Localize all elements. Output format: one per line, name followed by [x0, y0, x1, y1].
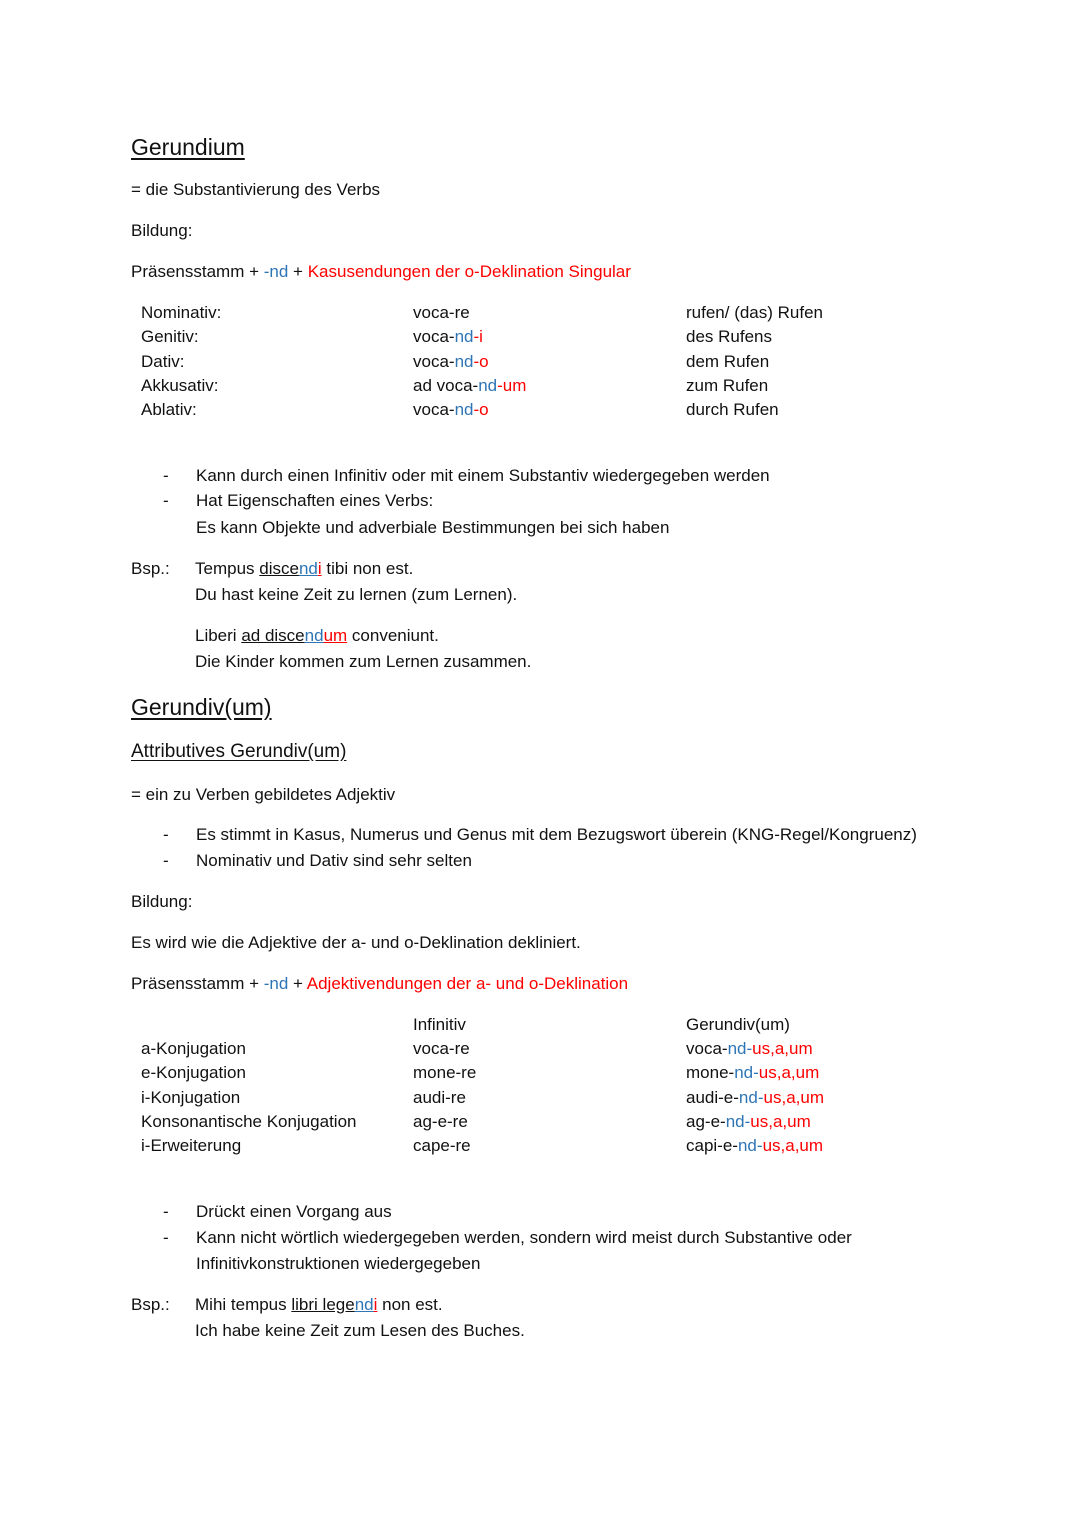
text-segment: nd	[738, 1087, 758, 1107]
text-segment: libri lege	[291, 1295, 355, 1314]
infinitive-form: voca-re	[413, 1039, 470, 1058]
text-segment: nd	[298, 559, 318, 578]
text-segment: voca-	[413, 327, 455, 347]
example-latin	[195, 1294, 443, 1316]
text-segment: nd	[734, 1063, 754, 1083]
bullet-dash: -	[163, 466, 169, 485]
text-segment: -	[746, 1039, 753, 1058]
text-segment: nd	[454, 351, 474, 371]
text-segment: +	[288, 974, 307, 993]
bullet-dash: -	[163, 1202, 169, 1221]
case-label: Ablativ:	[141, 400, 197, 420]
text-segment: Präsensstamm +	[131, 262, 264, 281]
text-segment: um	[323, 626, 348, 645]
infinitive-form: mone-re	[413, 1063, 477, 1083]
text-segment: voca-re	[413, 303, 470, 322]
conjugation-label: i-Erweiterung	[141, 1136, 242, 1156]
infinitive-form: ag-e-re	[413, 1111, 468, 1131]
latin-form	[413, 375, 526, 397]
gerundium-definition: = die Substantivierung des Verbs	[131, 180, 381, 199]
bullet-item: Es stimmt in Kasus, Numerus und Genus mit dem Bezugswort überein (KNG-Regel/Kongruenz)	[196, 825, 917, 844]
text-segment: Mihi tempus	[195, 1295, 292, 1314]
gerundive-form	[686, 1135, 823, 1157]
text-segment: voca-	[413, 351, 455, 371]
gerundive-form	[686, 1062, 819, 1084]
german-translation: rufen/ (das) Rufen	[686, 303, 824, 322]
bildung-label: Bildung:	[131, 221, 193, 240]
infinitive-form: cape-re	[413, 1136, 471, 1156]
section-title-gerundium: Gerundium	[131, 134, 245, 160]
bullet-dash: -	[163, 1228, 169, 1247]
text-segment: audi-e-	[686, 1087, 739, 1107]
text-segment: ag-e-	[686, 1111, 726, 1131]
text-segment: non est.	[377, 1295, 443, 1314]
text-segment: us,a,um	[750, 1111, 811, 1131]
text-segment: nd	[454, 327, 474, 347]
text-segment: us,a,um	[763, 1087, 824, 1107]
text-segment: Tempus	[195, 559, 260, 578]
text-segment: nd	[454, 400, 474, 420]
text-segment: +	[288, 262, 308, 281]
conjugation-label: Konsonantische Konjugation	[141, 1111, 357, 1131]
text-segment: -	[756, 1136, 763, 1156]
latin-form	[413, 351, 489, 373]
text-segment: -	[757, 1087, 764, 1107]
bullet-continuation: Es kann Objekte und adverbiale Bestimmungen bei sich haben	[196, 518, 670, 537]
german-translation: dem Rufen	[686, 351, 770, 371]
text-segment: ad disce	[241, 626, 305, 645]
bullet-item: Nominativ und Dativ sind sehr selten	[196, 851, 472, 870]
gerundiv-definition: = ein zu Verben gebildetes Adjektiv	[131, 785, 396, 804]
text-segment: us,a,um	[762, 1136, 824, 1156]
bullet-item: Hat Eigenschaften eines Verbs:	[196, 491, 434, 510]
text-segment: nd	[727, 1039, 747, 1058]
text-segment: -um	[497, 375, 527, 395]
text-segment: disce	[259, 559, 299, 578]
example-translation: Die Kinder kommen zum Lernen zusammen.	[195, 652, 532, 671]
text-segment: tibi non est.	[321, 559, 414, 578]
bullet-dash: -	[163, 825, 169, 844]
example-label: Bsp.:	[131, 1295, 170, 1314]
example-latin	[195, 625, 439, 647]
example-label: Bsp.:	[131, 559, 170, 578]
text-segment: -	[744, 1111, 751, 1131]
german-translation: durch Rufen	[686, 400, 779, 420]
latin-form	[413, 399, 489, 421]
text-segment: nd	[478, 375, 498, 395]
case-label: Nominativ:	[141, 303, 222, 322]
text-segment: Liberi	[195, 626, 242, 645]
bullet-item: Drückt einen Vorgang aus	[196, 1202, 392, 1221]
infinitive-form: audi-re	[413, 1087, 466, 1107]
example-translation: Du hast keine Zeit zu lernen (zum Lernen).	[195, 585, 518, 604]
gerundive-form	[686, 1038, 813, 1060]
conjugation-label: a-Konjugation	[141, 1039, 246, 1058]
text-segment: -	[753, 1063, 759, 1083]
latin-form	[413, 302, 470, 324]
text-segment: Präsensstamm +	[131, 974, 264, 993]
german-translation: zum Rufen	[686, 375, 769, 395]
text-segment: nd	[725, 1111, 745, 1131]
declension-note: Es wird wie die Adjektive der a- und o-Deklination dekliniert.	[131, 933, 581, 952]
text-segment: mone-	[686, 1063, 735, 1083]
latin-form	[413, 326, 483, 348]
text-segment: voca-	[686, 1039, 728, 1058]
text-segment: -o	[473, 351, 489, 371]
bullet-item: Kann nicht wörtlich wiedergegeben werden, sondern wird meist durch Substantive oder	[196, 1228, 852, 1247]
gerundium-formula	[131, 261, 631, 283]
bullet-dash: -	[163, 491, 169, 510]
example-latin	[195, 558, 413, 580]
bullet-dash: -	[163, 851, 169, 870]
german-translation: des Rufens	[686, 327, 772, 347]
gerundive-form	[686, 1087, 824, 1109]
case-label: Dativ:	[141, 351, 185, 371]
section-title-gerundiv: Gerundiv(um)	[131, 694, 272, 720]
table-header-gerundiv: Gerundiv(um)	[686, 1015, 790, 1034]
subsection-title: Attributives Gerundiv(um)	[131, 741, 347, 762]
text-segment: -nd	[263, 974, 289, 993]
conjugation-label: e-Konjugation	[141, 1063, 246, 1083]
text-segment: nd	[304, 626, 324, 645]
text-segment: capi-e-	[686, 1136, 738, 1156]
text-segment: us,a,um	[758, 1063, 820, 1083]
gerundive-form	[686, 1111, 811, 1133]
gerundiv-formula	[131, 973, 628, 995]
text-segment: us,a,um	[752, 1039, 813, 1058]
text-segment: -o	[473, 400, 489, 420]
conjugation-label: i-Konjugation	[141, 1087, 241, 1107]
text-segment: nd	[354, 1295, 374, 1314]
text-segment: nd	[737, 1136, 757, 1156]
case-label: Genitiv:	[141, 327, 199, 347]
text-segment: -nd	[263, 262, 289, 281]
text-segment: voca-	[413, 400, 455, 420]
table-header-infinitiv: Infinitiv	[413, 1015, 466, 1034]
bullet-continuation: Infinitivkonstruktionen wiedergegeben	[196, 1254, 481, 1273]
text-segment: Adjektivendungen der a- und o-Deklination	[306, 974, 629, 993]
bildung-label: Bildung:	[131, 892, 193, 911]
bullet-item: Kann durch einen Infinitiv oder mit einem Substantiv wiedergegeben werden	[196, 466, 770, 485]
text-segment: Kasusendungen der o-Deklination Singular	[307, 262, 631, 281]
example-translation: Ich habe keine Zeit zum Lesen des Buches.	[195, 1321, 525, 1340]
text-segment: i	[317, 559, 322, 578]
text-segment: conveniunt.	[347, 626, 439, 645]
text-segment: ad voca-	[413, 375, 479, 395]
case-label: Akkusativ:	[141, 375, 219, 395]
text-segment: -i	[473, 327, 483, 347]
text-segment: i	[373, 1295, 378, 1314]
